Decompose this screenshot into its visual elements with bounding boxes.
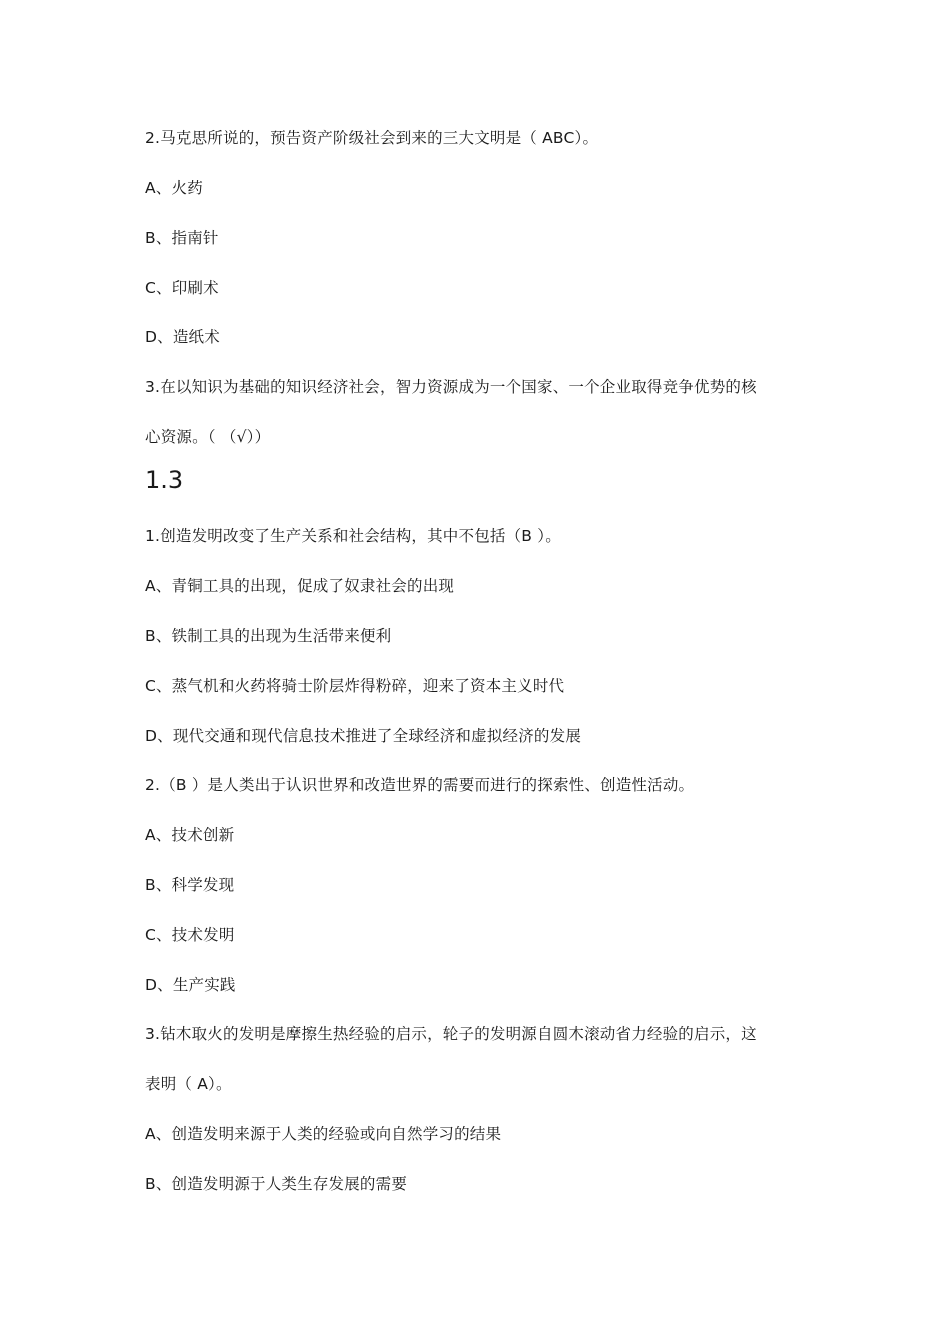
section-b-question-2-option-b: B、科学发现 [145,876,235,894]
section-b-question-1-option-c: C、蒸气机和火药将骑士阶层炸得粉碎，迎来了资本主义时代 [145,677,565,695]
section-b-question-2-option-d: D、生产实践 [145,976,236,994]
question-3-stem-line-2: 心资源。（ （√）） [145,428,271,446]
section-b-question-2-stem: 2.（B ）是人类出于认识世界和改造世界的需要而进行的探索性、创造性活动。 [145,776,695,794]
section-b-question-3-stem-line-2: 表明（ A）。 [145,1075,232,1093]
question-2-stem: 2.马克思所说的，预告资产阶级社会到来的三大文明是（ ABC）。 [145,129,599,147]
question-2-option-c: C、印刷术 [145,279,219,297]
question-2-option-d: D、造纸术 [145,328,220,346]
section-b-question-1-stem: 1.创造发明改变了生产关系和社会结构，其中不包括（B ）。 [145,527,561,545]
section-b-question-3-option-b: B、创造发明源于人类生存发展的需要 [145,1175,408,1193]
section-b-question-2-option-a: A、技术创新 [145,826,235,844]
section-b-question-3-stem-line-1: 3.钻木取火的发明是摩擦生热经验的启示，轮子的发明源自圆木滚动省力经验的启示，这 [145,1025,757,1043]
section-b-question-3-option-a: A、创造发明来源于人类的经验或向自然学习的结果 [145,1125,502,1143]
section-b-question-1-option-b: B、铁制工具的出现为生活带来便利 [145,627,392,645]
section-b-question-2-option-c: C、技术发明 [145,926,235,944]
section-b-question-1-option-a: A、青铜工具的出现，促成了奴隶社会的出现 [145,577,455,595]
question-3-stem-line-1: 3.在以知识为基础的知识经济社会，智力资源成为一个国家、一个企业取得竞争优势的核 [145,378,757,396]
section-heading: 1.3 [145,466,184,494]
section-b-question-1-option-d: D、现代交通和现代信息技术推进了全球经济和虚拟经济的发展 [145,727,582,745]
question-2-option-a: A、火药 [145,179,203,197]
question-2-option-b: B、指南针 [145,229,219,247]
